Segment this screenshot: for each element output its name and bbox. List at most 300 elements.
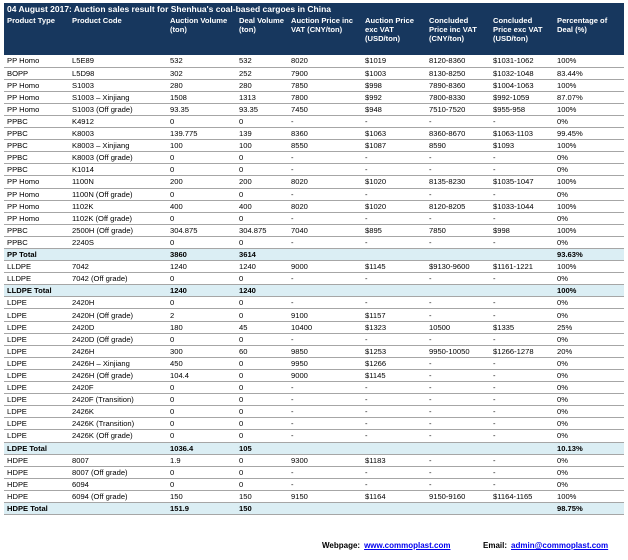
cell-deal-volume: 0 <box>236 273 288 285</box>
cell-concluded-price-cny: 7850 <box>426 224 490 236</box>
cell-auction-volume: 450 <box>167 357 236 369</box>
table-row <box>4 490 624 502</box>
cell-product-code <box>69 285 167 297</box>
cell-concluded-price-cny: - <box>426 369 490 381</box>
cell-auction-price-usd: - <box>362 188 426 200</box>
cell-auction-price-cny: 7850 <box>288 79 362 91</box>
cell-concluded-price-cny: 8590 <box>426 140 490 152</box>
cell-product-type: HDPE <box>4 490 69 502</box>
cell-deal-volume: 280 <box>236 79 288 91</box>
cell-deal-percentage: 0% <box>554 406 624 418</box>
cell-concluded-price-usd: - <box>490 164 554 176</box>
cell-auction-price-usd: - <box>362 466 426 478</box>
cell-concluded-price-cny: - <box>426 430 490 442</box>
cell-concluded-price-cny: 9150-9160 <box>426 490 490 502</box>
cell-concluded-price-cny: - <box>426 115 490 127</box>
cell-product-code: 7042 <box>69 261 167 273</box>
cell-product-code: S1003 <box>69 79 167 91</box>
cell-concluded-price-usd: - <box>490 152 554 164</box>
cell-product-type: LDPE <box>4 309 69 321</box>
cell-auction-volume: 0 <box>167 273 236 285</box>
cell-product-type: LDPE <box>4 394 69 406</box>
header-concluded-price-usd: Concluded Price exc VAT (USD/ton) <box>490 15 554 55</box>
cell-product-code: K8003 <box>69 128 167 140</box>
cell-deal-percentage: 83.44% <box>554 67 624 79</box>
cell-deal-percentage: 0% <box>554 309 624 321</box>
cell-concluded-price-usd: $1063-1103 <box>490 128 554 140</box>
cell-deal-volume: 0 <box>236 236 288 248</box>
cell-auction-price-usd: $1145 <box>362 261 426 273</box>
cell-deal-volume: 252 <box>236 67 288 79</box>
cell-deal-percentage: 0% <box>554 478 624 490</box>
cell-product-type: LDPE <box>4 321 69 333</box>
email-link[interactable]: admin@commoplast.com <box>511 541 609 550</box>
cell-concluded-price-cny: - <box>426 466 490 478</box>
cell-product-code <box>69 502 167 514</box>
cell-product-code: 8007 <box>69 454 167 466</box>
cell-auction-volume: 93.35 <box>167 103 236 115</box>
cell-auction-price-cny: 8020 <box>288 176 362 188</box>
cell-concluded-price-usd: $992-1059 <box>490 91 554 103</box>
cell-auction-volume: 100 <box>167 140 236 152</box>
cell-auction-volume: 302 <box>167 67 236 79</box>
cell-concluded-price-cny: - <box>426 357 490 369</box>
cell-deal-percentage: 0% <box>554 394 624 406</box>
table-row <box>4 128 624 140</box>
cell-deal-volume: 0 <box>236 297 288 309</box>
cell-concluded-price-cny: $9130-9600 <box>426 261 490 273</box>
cell-concluded-price-cny: 7510-7520 <box>426 103 490 115</box>
cell-auction-price-cny: 7900 <box>288 67 362 79</box>
cell-deal-volume: 0 <box>236 394 288 406</box>
cell-auction-volume: 300 <box>167 345 236 357</box>
cell-auction-price-usd: - <box>362 430 426 442</box>
cell-concluded-price-cny: - <box>426 333 490 345</box>
cell-auction-price-usd: - <box>362 478 426 490</box>
cell-concluded-price-cny: 8130-8250 <box>426 67 490 79</box>
cell-product-type: LLDPE Total <box>4 285 69 297</box>
cell-deal-percentage: 100% <box>554 490 624 502</box>
cell-product-type: HDPE Total <box>4 502 69 514</box>
header-auction-volume: Auction Volume (ton) <box>167 15 236 55</box>
cell-concluded-price-usd: - <box>490 478 554 490</box>
cell-deal-percentage: 20% <box>554 345 624 357</box>
cell-auction-price-cny: 8020 <box>288 200 362 212</box>
cell-auction-price-usd: $1019 <box>362 55 426 67</box>
cell-deal-percentage: 100% <box>554 285 624 297</box>
table-row <box>4 382 624 394</box>
cell-auction-price-usd: - <box>362 212 426 224</box>
cell-product-code: 1100N (Off grade) <box>69 188 167 200</box>
cell-auction-volume: 0 <box>167 212 236 224</box>
cell-product-type: PP Homo <box>4 91 69 103</box>
cell-concluded-price-cny: 9950-10050 <box>426 345 490 357</box>
cell-deal-percentage: 0% <box>554 333 624 345</box>
cell-deal-percentage: 0% <box>554 382 624 394</box>
cell-auction-volume: 0 <box>167 466 236 478</box>
cell-concluded-price-cny: - <box>426 394 490 406</box>
cell-concluded-price-usd: - <box>490 273 554 285</box>
cell-auction-price-cny: - <box>288 212 362 224</box>
cell-auction-price-usd: - <box>362 164 426 176</box>
cell-product-type: PPBC <box>4 236 69 248</box>
cell-deal-volume: 1313 <box>236 91 288 103</box>
cell-deal-volume: 0 <box>236 212 288 224</box>
cell-deal-volume: 0 <box>236 357 288 369</box>
cell-deal-percentage: 0% <box>554 212 624 224</box>
cell-auction-price-cny: 8360 <box>288 128 362 140</box>
table-row <box>4 406 624 418</box>
cell-concluded-price-usd: - <box>490 297 554 309</box>
cell-product-code: 1100N <box>69 176 167 188</box>
header-concluded-price-cny: Concluded Price inc VAT (CNY/ton) <box>426 15 490 55</box>
table-row <box>4 200 624 212</box>
email-info <box>483 541 608 550</box>
table-row <box>4 466 624 478</box>
cell-concluded-price-usd: $1031-1062 <box>490 55 554 67</box>
cell-concluded-price-cny: - <box>426 406 490 418</box>
cell-product-type: PPBC <box>4 224 69 236</box>
cell-concluded-price-usd: - <box>490 394 554 406</box>
header-auction-price-cny: Auction Price inc VAT (CNY/ton) <box>288 15 362 55</box>
cell-auction-price-cny <box>288 442 362 454</box>
cell-product-type: LDPE <box>4 382 69 394</box>
cell-concluded-price-usd: $955-958 <box>490 103 554 115</box>
cell-concluded-price-usd: - <box>490 236 554 248</box>
total-row <box>4 442 624 454</box>
cell-product-type: PPBC <box>4 140 69 152</box>
cell-auction-price-usd <box>362 442 426 454</box>
cell-product-code: 2420H <box>69 297 167 309</box>
cell-product-type: LDPE <box>4 357 69 369</box>
cell-concluded-price-cny <box>426 502 490 514</box>
cell-deal-volume: 3614 <box>236 249 288 261</box>
cell-auction-volume: 1240 <box>167 285 236 297</box>
cell-concluded-price-cny: - <box>426 297 490 309</box>
cell-product-code: 2240S <box>69 236 167 248</box>
cell-concluded-price-cny: - <box>426 418 490 430</box>
cell-concluded-price-usd: - <box>490 406 554 418</box>
cell-auction-price-usd: $1164 <box>362 490 426 502</box>
cell-concluded-price-usd: - <box>490 333 554 345</box>
cell-auction-price-cny <box>288 285 362 297</box>
cell-deal-percentage: 0% <box>554 236 624 248</box>
cell-deal-volume: 0 <box>236 152 288 164</box>
cell-auction-volume: 0 <box>167 297 236 309</box>
cell-auction-volume: 0 <box>167 406 236 418</box>
cell-auction-price-usd: - <box>362 115 426 127</box>
cell-concluded-price-usd: $1266-1278 <box>490 345 554 357</box>
cell-auction-volume: 0 <box>167 382 236 394</box>
cell-product-type: PP Homo <box>4 79 69 91</box>
cell-deal-percentage: 0% <box>554 152 624 164</box>
cell-auction-price-cny: - <box>288 115 362 127</box>
cell-auction-price-cny: 7450 <box>288 103 362 115</box>
cell-product-code: 2426K (Off grade) <box>69 430 167 442</box>
cell-concluded-price-cny: - <box>426 236 490 248</box>
cell-product-code: 2420F (Transition) <box>69 394 167 406</box>
cell-product-code: K4912 <box>69 115 167 127</box>
cell-auction-volume: 3860 <box>167 249 236 261</box>
table-row <box>4 55 624 67</box>
cell-deal-percentage: 0% <box>554 164 624 176</box>
table-body <box>4 55 624 515</box>
cell-auction-price-usd: - <box>362 273 426 285</box>
cell-auction-volume: 180 <box>167 321 236 333</box>
cell-concluded-price-cny: 7800-8330 <box>426 91 490 103</box>
table-row <box>4 345 624 357</box>
cell-auction-volume: 0 <box>167 236 236 248</box>
cell-product-type: PPBC <box>4 128 69 140</box>
cell-deal-percentage: 0% <box>554 273 624 285</box>
cell-product-type: PP Homo <box>4 188 69 200</box>
cell-deal-percentage: 0% <box>554 418 624 430</box>
cell-product-code: 6094 (Off grade) <box>69 490 167 502</box>
table-row <box>4 418 624 430</box>
cell-concluded-price-usd: - <box>490 466 554 478</box>
cell-product-code: 2420D <box>69 321 167 333</box>
cell-product-code: 2426H – Xinjiang <box>69 357 167 369</box>
cell-deal-volume: 0 <box>236 369 288 381</box>
table-row <box>4 309 624 321</box>
cell-deal-volume: 60 <box>236 345 288 357</box>
cell-product-code: 2426H <box>69 345 167 357</box>
cell-product-code: 8007 (Off grade) <box>69 466 167 478</box>
cell-auction-price-cny: - <box>288 333 362 345</box>
table-row <box>4 164 624 176</box>
cell-product-code: 2500H (Off grade) <box>69 224 167 236</box>
cell-product-type: LDPE <box>4 406 69 418</box>
cell-auction-price-usd: $1087 <box>362 140 426 152</box>
table-row <box>4 333 624 345</box>
cell-concluded-price-cny: - <box>426 273 490 285</box>
cell-product-code: 2420D (Off grade) <box>69 333 167 345</box>
cell-auction-price-usd: - <box>362 333 426 345</box>
cell-product-type: PP Homo <box>4 55 69 67</box>
cell-auction-price-cny: 8020 <box>288 55 362 67</box>
cell-auction-price-usd: - <box>362 297 426 309</box>
cell-auction-price-cny: - <box>288 418 362 430</box>
table-row <box>4 188 624 200</box>
cell-product-type: LDPE <box>4 297 69 309</box>
table-row <box>4 140 624 152</box>
cell-concluded-price-cny: - <box>426 309 490 321</box>
cell-auction-volume: 532 <box>167 55 236 67</box>
cell-product-code: 6094 <box>69 478 167 490</box>
cell-product-type: LLDPE <box>4 273 69 285</box>
cell-deal-volume: 0 <box>236 478 288 490</box>
table-row <box>4 103 624 115</box>
cell-concluded-price-cny: 8135-8230 <box>426 176 490 188</box>
cell-auction-volume: 139.775 <box>167 128 236 140</box>
cell-deal-volume: 0 <box>236 164 288 176</box>
cell-auction-price-usd: $998 <box>362 79 426 91</box>
cell-concluded-price-cny: - <box>426 212 490 224</box>
cell-product-code: 2426K (Transition) <box>69 418 167 430</box>
header-deal-volume: Deal Volume (ton) <box>236 15 288 55</box>
cell-concluded-price-usd: - <box>490 309 554 321</box>
cell-deal-percentage: 100% <box>554 79 624 91</box>
cell-deal-percentage: 87.07% <box>554 91 624 103</box>
cell-product-type: PP Homo <box>4 212 69 224</box>
cell-deal-volume: 0 <box>236 309 288 321</box>
cell-product-code: 7042 (Off grade) <box>69 273 167 285</box>
cell-concluded-price-usd: $1035-1047 <box>490 176 554 188</box>
cell-deal-volume: 1240 <box>236 261 288 273</box>
table-row <box>4 212 624 224</box>
cell-concluded-price-usd: - <box>490 418 554 430</box>
cell-product-code: 2420F <box>69 382 167 394</box>
table-row <box>4 273 624 285</box>
table-row <box>4 369 624 381</box>
cell-deal-volume: 304.875 <box>236 224 288 236</box>
cell-auction-price-cny: - <box>288 236 362 248</box>
table-row <box>4 236 624 248</box>
cell-auction-price-cny <box>288 502 362 514</box>
cell-concluded-price-cny: - <box>426 164 490 176</box>
cell-auction-price-cny: 8550 <box>288 140 362 152</box>
cell-concluded-price-cny: 7890-8360 <box>426 79 490 91</box>
cell-concluded-price-cny: - <box>426 152 490 164</box>
cell-deal-volume: 1240 <box>236 285 288 297</box>
cell-concluded-price-cny: - <box>426 478 490 490</box>
cell-deal-volume: 100 <box>236 140 288 152</box>
cell-auction-price-cny: - <box>288 406 362 418</box>
cell-concluded-price-usd: $1093 <box>490 140 554 152</box>
cell-product-type: PP Homo <box>4 200 69 212</box>
cell-product-type: PP Homo <box>4 176 69 188</box>
cell-auction-volume: 400 <box>167 200 236 212</box>
cell-product-type: PP Total <box>4 249 69 261</box>
cell-deal-percentage: 0% <box>554 297 624 309</box>
cell-product-type: LDPE <box>4 345 69 357</box>
cell-auction-price-cny: 9150 <box>288 490 362 502</box>
cell-auction-volume: 0 <box>167 418 236 430</box>
header-deal-percentage: Percentage of Deal (%) <box>554 15 624 55</box>
cell-product-type: LDPE <box>4 430 69 442</box>
cell-concluded-price-usd: $1032-1048 <box>490 67 554 79</box>
cell-auction-price-cny <box>288 249 362 261</box>
cell-auction-price-usd: $1020 <box>362 176 426 188</box>
cell-deal-percentage: 93.63% <box>554 249 624 261</box>
cell-auction-price-cny: - <box>288 382 362 394</box>
cell-product-type: LDPE <box>4 418 69 430</box>
cell-concluded-price-usd: $998 <box>490 224 554 236</box>
cell-auction-price-usd <box>362 285 426 297</box>
cell-concluded-price-usd: - <box>490 430 554 442</box>
table-row <box>4 321 624 333</box>
cell-auction-price-cny: - <box>288 478 362 490</box>
header-auction-price-usd: Auction Price exc VAT (USD/ton) <box>362 15 426 55</box>
cell-deal-volume: 0 <box>236 333 288 345</box>
cell-product-code: K1014 <box>69 164 167 176</box>
cell-auction-volume: 0 <box>167 152 236 164</box>
cell-concluded-price-usd: - <box>490 454 554 466</box>
cell-deal-volume: 150 <box>236 490 288 502</box>
cell-deal-volume: 0 <box>236 466 288 478</box>
cell-product-type: PPBC <box>4 164 69 176</box>
cell-auction-volume: 0 <box>167 333 236 345</box>
cell-auction-price-usd: - <box>362 394 426 406</box>
cell-auction-price-usd: - <box>362 152 426 164</box>
table-row <box>4 152 624 164</box>
cell-auction-volume: 0 <box>167 188 236 200</box>
cell-auction-price-cny: - <box>288 152 362 164</box>
cell-deal-percentage: 100% <box>554 261 624 273</box>
cell-auction-price-usd: - <box>362 236 426 248</box>
cell-auction-price-usd: $948 <box>362 103 426 115</box>
cell-concluded-price-cny: 8120-8360 <box>426 55 490 67</box>
webpage-info <box>322 541 450 550</box>
cell-deal-percentage: 0% <box>554 188 624 200</box>
cell-concluded-price-usd: - <box>490 382 554 394</box>
webpage-link[interactable]: www.commoplast.com <box>364 541 451 550</box>
cell-deal-volume: 532 <box>236 55 288 67</box>
cell-auction-price-cny: 9000 <box>288 261 362 273</box>
cell-product-type: PPBC <box>4 152 69 164</box>
cell-auction-price-cny: 9950 <box>288 357 362 369</box>
total-row <box>4 249 624 261</box>
cell-product-type: LDPE Total <box>4 442 69 454</box>
cell-concluded-price-usd: $1335 <box>490 321 554 333</box>
cell-auction-volume: 0 <box>167 394 236 406</box>
table-row <box>4 176 624 188</box>
cell-auction-volume: 2 <box>167 309 236 321</box>
cell-concluded-price-usd: - <box>490 212 554 224</box>
cell-product-code: L5D98 <box>69 67 167 79</box>
cell-deal-volume: 150 <box>236 502 288 514</box>
cell-concluded-price-cny: - <box>426 188 490 200</box>
table-row <box>4 79 624 91</box>
table-row <box>4 115 624 127</box>
cell-auction-price-usd: - <box>362 418 426 430</box>
cell-deal-volume: 0 <box>236 406 288 418</box>
webpage-label: Webpage: <box>322 541 361 550</box>
cell-auction-price-usd: - <box>362 406 426 418</box>
cell-auction-volume: 1.9 <box>167 454 236 466</box>
cell-auction-price-usd: $1183 <box>362 454 426 466</box>
cell-auction-price-usd: $1157 <box>362 309 426 321</box>
cell-deal-volume: 45 <box>236 321 288 333</box>
cell-auction-price-usd: $992 <box>362 91 426 103</box>
cell-product-type: LDPE <box>4 333 69 345</box>
cell-deal-volume: 200 <box>236 176 288 188</box>
cell-auction-price-usd: $1145 <box>362 369 426 381</box>
cell-auction-price-usd: $1003 <box>362 67 426 79</box>
cell-deal-percentage: 0% <box>554 115 624 127</box>
cell-concluded-price-cny <box>426 249 490 261</box>
cell-deal-percentage: 0% <box>554 466 624 478</box>
cell-deal-percentage: 100% <box>554 176 624 188</box>
cell-auction-price-usd: $895 <box>362 224 426 236</box>
cell-deal-percentage: 100% <box>554 224 624 236</box>
cell-product-type: PPBC <box>4 115 69 127</box>
cell-concluded-price-cny <box>426 442 490 454</box>
cell-product-code: K8003 (Off grade) <box>69 152 167 164</box>
cell-concluded-price-usd: - <box>490 369 554 381</box>
cell-deal-volume: 139 <box>236 128 288 140</box>
email-label: Email: <box>483 541 508 550</box>
cell-deal-volume: 0 <box>236 115 288 127</box>
cell-product-code: 1102K (Off grade) <box>69 212 167 224</box>
cell-product-code: S1003 (Off grade) <box>69 103 167 115</box>
cell-auction-price-cny: - <box>288 273 362 285</box>
cell-concluded-price-cny: 8120-8205 <box>426 200 490 212</box>
cell-deal-percentage: 0% <box>554 369 624 381</box>
cell-auction-volume: 0 <box>167 430 236 442</box>
cell-concluded-price-usd: $1161-1221 <box>490 261 554 273</box>
cell-concluded-price-cny: - <box>426 454 490 466</box>
